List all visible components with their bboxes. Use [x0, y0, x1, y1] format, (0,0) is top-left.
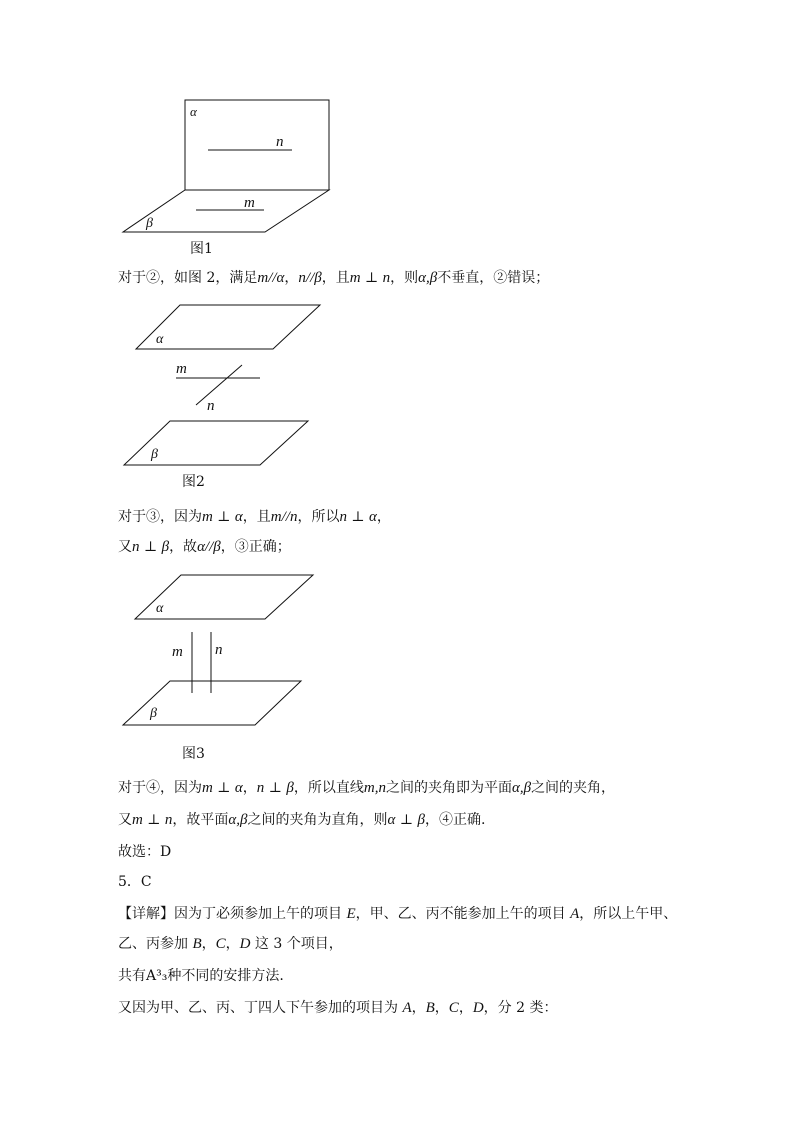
plane-alpha-vertical — [185, 100, 329, 190]
figure-1-caption: 图1 — [190, 241, 213, 257]
question-5-header: 5．C — [118, 874, 152, 890]
label-n: n — [215, 642, 223, 658]
plane-beta-horizontal — [123, 190, 329, 232]
detail-tag: 【详解】 — [118, 906, 174, 922]
figure-3 — [118, 570, 338, 730]
figure-2 — [118, 300, 338, 470]
case-2-text: 对于②，如图 2，满足m//α，n//β，且m ⊥ n，则α,β不垂直，②错误； — [118, 270, 550, 286]
label-beta: β — [151, 447, 158, 462]
label-m: m — [244, 195, 255, 211]
case-3-line-1: 对于③，因为m ⊥ α，且m//n，所以n ⊥ α， — [118, 509, 391, 525]
label-n: n — [207, 398, 215, 414]
case-4-line-2: 又m ⊥ n，故平面α,β之间的夹角为直角，则α ⊥ β，④正确. — [118, 812, 486, 828]
detail-line-2: 乙、丙参加 B，C，D 这 3 个项目， — [118, 936, 343, 952]
figure-2-svg — [118, 300, 338, 470]
figure-3-caption: 图3 — [182, 746, 205, 762]
label-beta: β — [150, 706, 157, 721]
answer-line: 故选：D — [118, 844, 172, 860]
label-m: m — [172, 644, 183, 660]
detail-line-3: 共有A³₃种不同的安排方法. — [118, 968, 284, 984]
line-n — [196, 365, 242, 405]
label-n: n — [276, 134, 284, 150]
figure-1 — [118, 96, 338, 236]
figure-3-svg — [118, 570, 338, 730]
label-alpha: α — [190, 104, 197, 119]
label-alpha: α — [156, 332, 164, 347]
detail-line-4: 又因为甲、乙、丙、丁四人下午参加的项目为 A，B，C，D，分 2 类： — [118, 1000, 558, 1016]
case-3-line-2: 又n ⊥ β，故α//β，③正确； — [118, 539, 291, 555]
case-4-line-1: 对于④，因为m ⊥ α，n ⊥ β，所以直线m,n之间的夹角即为平面α,β之间的夹角， — [118, 780, 616, 796]
figure-1-svg — [118, 96, 338, 236]
label-alpha: α — [156, 601, 164, 616]
label-m: m — [176, 361, 187, 377]
detail-line-1: 【详解】因为丁必须参加上午的项目 E，甲、乙、丙不能参加上午的项目 A，所以上午甲、 — [118, 906, 678, 922]
label-beta: β — [146, 216, 153, 231]
figure-2-caption: 图2 — [182, 474, 205, 490]
plane-alpha — [136, 305, 320, 349]
